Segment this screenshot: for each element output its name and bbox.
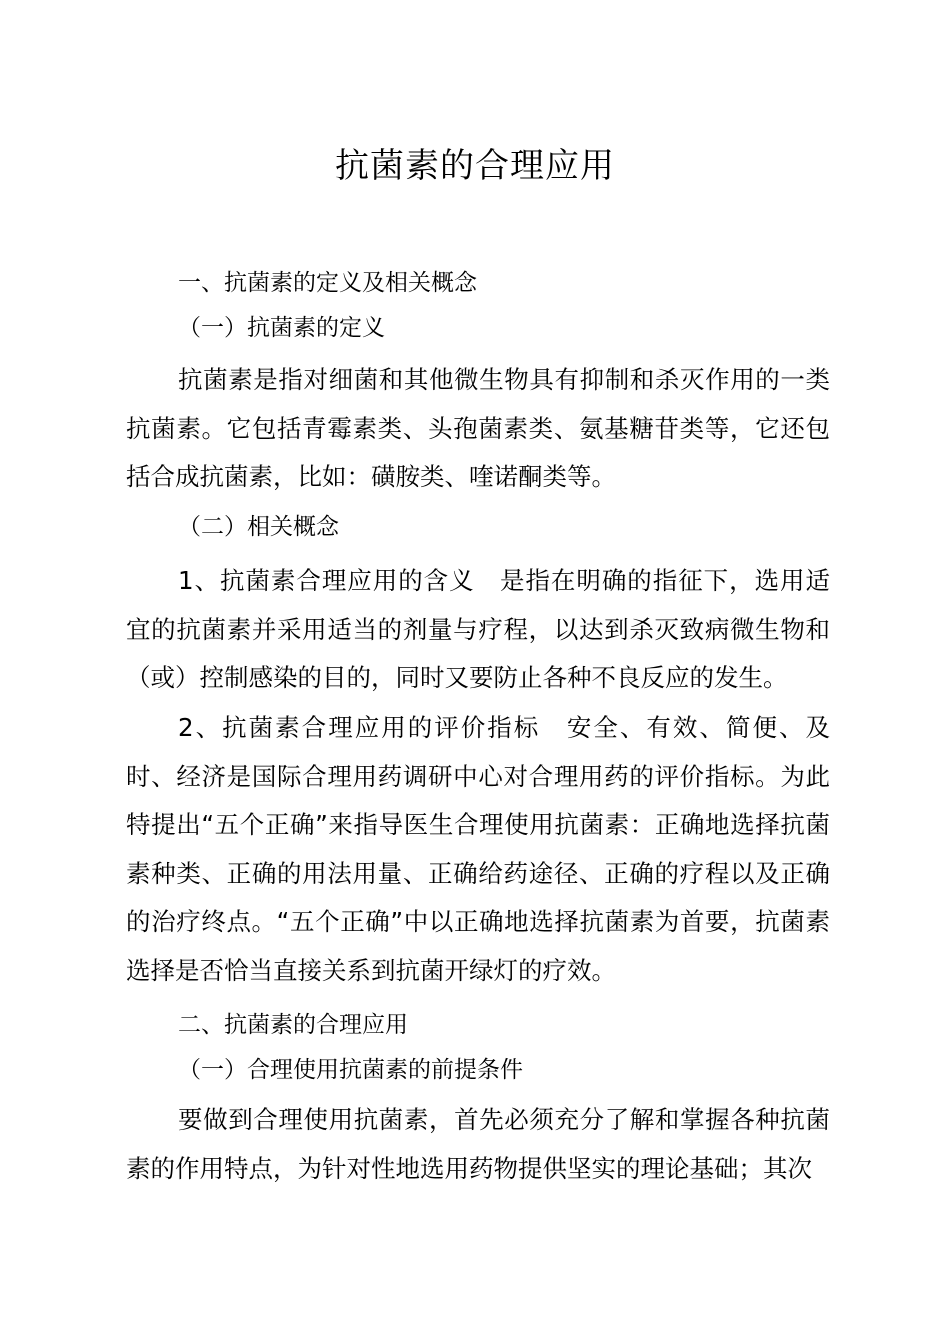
paragraph-preconditions: 要做到合理使用抗菌素，首先必须充分了解和掌握各种抗菌素的作用特点，为针对性地选用药物提供坚实的理论基础；其次: [126, 1105, 830, 1183]
paragraph-evaluation-criteria: 2、抗菌素合理应用的评价指标 安全、有效、简便、及时、经济是国际合理用药调研中心对合理用药的评价指标。为此特提出“五个正确”来指导医生合理使用抗菌素：正确地选择抗菌素种类、正确的用法用量、正确给药途径、正确的疗程以及正确的治疗终点。“五个正确”中以正确地选择抗菌素为首要，抗菌素选择是否恰当直接关系到抗菌开绿灯的疗效。: [126, 713, 830, 985]
paragraph-definition: 抗菌素是指对细菌和其他微生物具有抑制和杀灭作用的一类抗菌素。它包括青霉素类、头孢菌素类、氨基糖苷类等，它还包括合成抗菌素，比如：磺胺类、喹诺酮类等。: [126, 365, 830, 491]
paragraph-rational-use-meaning: 1、抗菌素合理应用的含义 是指在明确的指征下，选用适宜的抗菌素并采用适当的剂量与疗程，以达到杀灭致病微生物和（或）控制感染的目的，同时又要防止各种不良反应的发生。: [126, 566, 830, 692]
document-title: 抗菌素的合理应用: [335, 146, 615, 186]
section-heading-2: 二、抗菌素的合理应用: [178, 1012, 408, 1038]
subsection-heading-2-1: （一）合理使用抗菌素的前提条件: [178, 1057, 523, 1083]
subsection-heading-1-1: （一）抗菌素的定义: [178, 315, 385, 341]
subsection-heading-1-2: （二）相关概念: [178, 514, 339, 540]
section-heading-1: 一、抗菌素的定义及相关概念: [178, 270, 477, 296]
